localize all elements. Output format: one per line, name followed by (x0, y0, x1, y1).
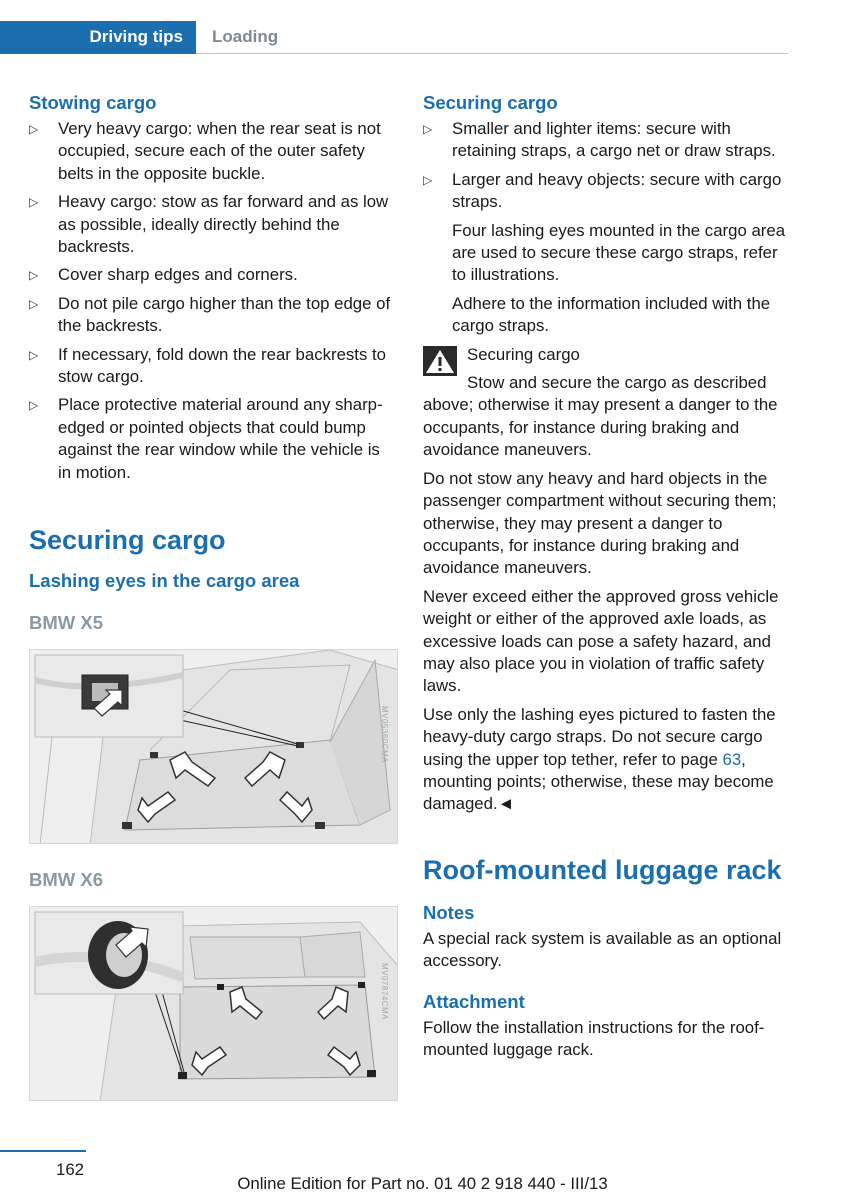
page-number: 162 (56, 1160, 84, 1179)
bmw-x6-label: BMW X6 (29, 869, 103, 891)
page-link[interactable]: 63 (722, 749, 742, 769)
roof-rack-heading: Roof-mounted luggage rack (423, 854, 782, 885)
stowing-list (29, 118, 394, 484)
figure-code: MV07874CMA (379, 963, 389, 1021)
list-item: ▷ Very heavy cargo: when the rear seat is not occupied, secure each of the outer safety belts in the opposite buckle. (29, 118, 394, 185)
list-item: ▷ If necessary, fold down the rear backrests to stow cargo. (29, 344, 394, 389)
list-item: ▷ Place protective material around any sharp-edged or pointed objects that could bump against the rear window while the vehicle is in motion. (29, 394, 394, 484)
warning-block (423, 344, 791, 462)
list-item: ▷ Larger and heavy objects: secure with cargo straps. (423, 169, 791, 214)
header-divider (196, 53, 788, 54)
list-item: ▷ Smaller and lighter items: secure with retaining straps, a cargo net or draw straps. (423, 118, 791, 163)
lashing-eyes-heading: Lashing eyes in the cargo area (29, 570, 300, 592)
list-item: ▷ Do not pile cargo higher than the top edge of the backrests. (29, 293, 394, 338)
securing-cargo-section-heading: Securing cargo (29, 525, 226, 556)
securing-list (423, 118, 791, 214)
attachment-heading: Attachment (423, 990, 525, 1012)
lashing-eyes-note: Four lashing eyes mounted in the cargo area are used to secure these cargo straps, refer to illustrations. (452, 220, 786, 285)
bmw-x5-label: BMW X5 (29, 612, 103, 634)
paragraph-text: , mounting points; otherwise, these may become damaged.◄ (423, 749, 774, 814)
paragraph: Do not stow any heavy and hard objects in the passenger compartment without securing them; otherwise, they may present a danger to occupants, for instance during braking and avoidance maneuvers. (423, 468, 777, 578)
edition-text: Online Edition for Part no. 01 40 2 918 440 - III/13 (237, 1174, 608, 1193)
notes-heading: Notes (423, 901, 475, 923)
figure-code: MV05360CMA (379, 706, 389, 764)
bmw-x6-lashing-eyes-illustration (29, 906, 398, 1101)
warning-icon (423, 346, 457, 376)
notes-text: A special rack system is available as an optional accessory. (423, 928, 782, 971)
list-item: ▷ Cover sharp edges and corners. (29, 264, 394, 286)
warning-title: Securing cargo (467, 344, 580, 364)
paragraph: Never exceed either the approved gross vehicle weight or either of the approved axle loads, as excessive loads can pose a safety hazard, and may also place you in violation of traffic safety laws. (423, 586, 779, 696)
bmw-x5-lashing-eyes-illustration (29, 649, 398, 844)
warning-body: Stow and secure the cargo as described above; otherwise it may present a danger to the occupants, for instance during braking and avoidance maneuvers. (423, 373, 778, 460)
paragraph-text: Use only the lashing eyes pictured to fasten the heavy-duty cargo straps. Do not secure cargo using the upper top tether, refer to page (423, 704, 776, 769)
subsection-label: Loading (212, 27, 279, 46)
paragraph (423, 704, 791, 816)
attachment-text: Follow the installation instructions for the roof-mounted luggage rack. (423, 1017, 765, 1059)
left-column (29, 92, 394, 1101)
footer-divider (0, 1150, 86, 1152)
section-tab: Driving tips (0, 21, 196, 54)
securing-cargo-heading: Securing cargo (423, 92, 558, 113)
right-column (423, 92, 791, 1067)
list-item: ▷ Heavy cargo: stow as far forward and as low as possible, ideally directly behind the backrests. (29, 191, 394, 258)
cargo-strap-note: Adhere to the information included with the cargo straps. (452, 293, 771, 336)
stowing-cargo-heading: Stowing cargo (29, 92, 157, 113)
